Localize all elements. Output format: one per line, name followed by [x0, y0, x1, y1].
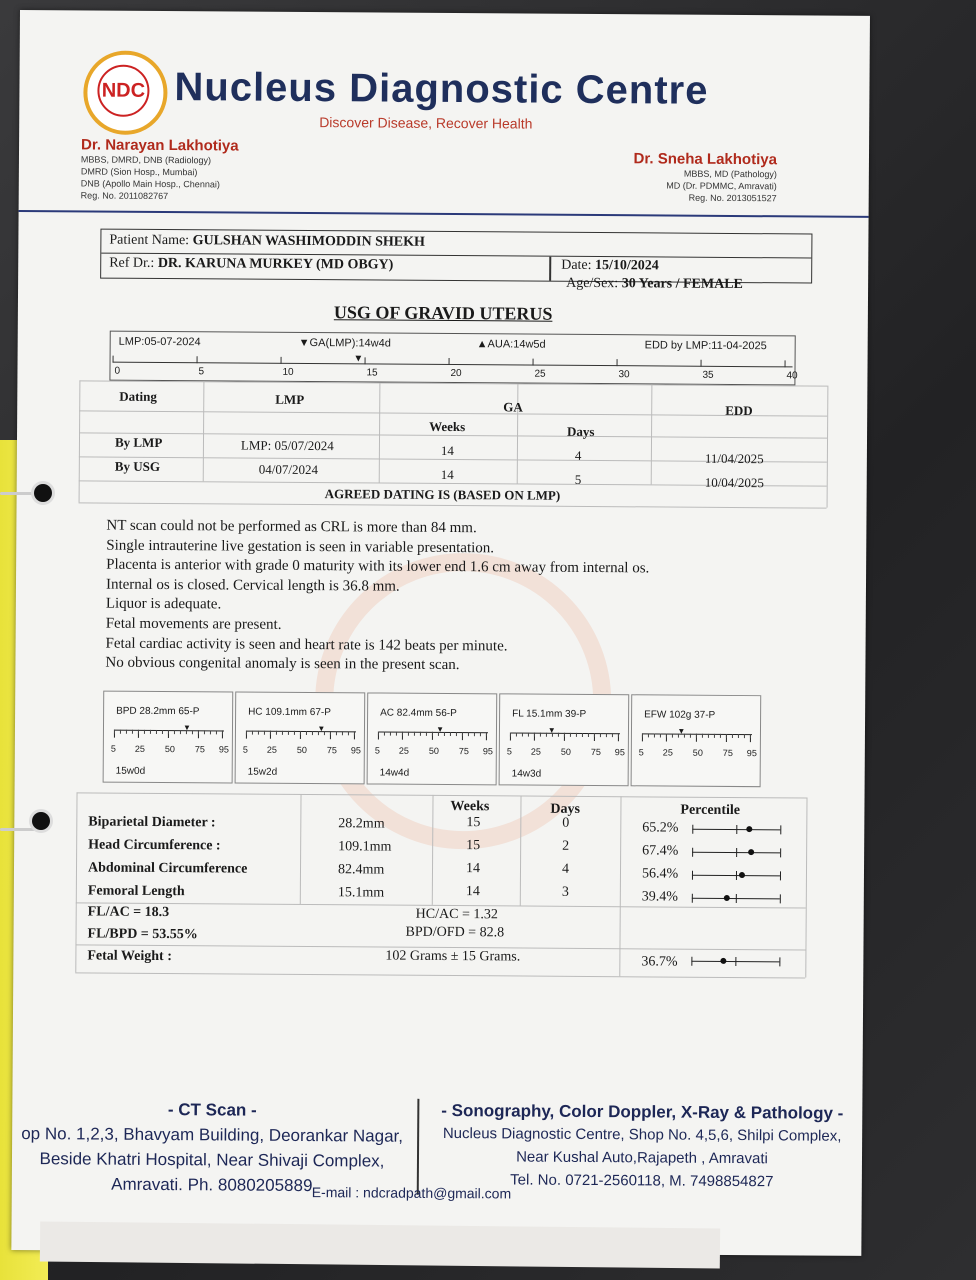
percentile-dot — [721, 958, 727, 964]
ga-tick-label: 30 — [618, 369, 630, 381]
doctor-left — [81, 136, 239, 202]
ct-title: - CT Scan - — [167, 1100, 257, 1120]
ct-address: op No. 1,2,3, Bhavyam Building, Deorankar Nagar, — [21, 1124, 404, 1146]
report-date: 15/10/2024 — [595, 258, 659, 274]
bio-row-percentile: 65.2% — [642, 820, 679, 836]
scale-minor-tick — [216, 730, 217, 734]
scale-minor-tick — [738, 734, 739, 738]
doctor-right — [633, 150, 777, 204]
scale-minor-tick — [300, 731, 301, 735]
scale-tick-label: 95 — [482, 746, 493, 757]
scale-minor-tick — [618, 733, 619, 737]
fetal-weight-percentile: 36.7% — [641, 954, 678, 970]
percentile-tick — [692, 825, 693, 834]
scale-minor-tick — [258, 731, 259, 735]
scale-minor-tick — [480, 732, 481, 736]
report-title: USG OF GRAVID UTERUS — [333, 302, 553, 324]
ga-tick-label: 25 — [534, 368, 546, 380]
ga-tick — [197, 356, 198, 363]
scale-minor-tick — [666, 734, 667, 738]
dating-row-days: 4 — [574, 447, 582, 463]
scale-minor-tick — [420, 732, 421, 736]
scale-minor-tick — [276, 731, 277, 735]
finding-line: Liquor is adequate. — [105, 595, 222, 613]
bio-row-percentile: 39.4% — [641, 889, 679, 905]
scale-tick-label: 75 — [590, 747, 601, 758]
dating-border — [827, 386, 829, 508]
scale-minor-tick — [450, 732, 451, 736]
scale-minor-tick — [384, 732, 385, 736]
binder-ring-hole — [34, 484, 52, 502]
scale-marker: ▼ — [182, 723, 191, 733]
scale-minor-tick — [126, 730, 127, 734]
scale-minor-tick — [426, 732, 427, 736]
scale-minor-tick — [582, 733, 583, 737]
paper-under-edge — [40, 1221, 720, 1268]
scale-tick-label: 25 — [662, 747, 673, 758]
scale-tick-label: 75 — [194, 744, 205, 755]
finding-line: Fetal movements are present. — [105, 615, 282, 633]
scale-minor-tick — [528, 733, 529, 737]
bio-col-line — [520, 796, 522, 906]
scale-tick-label: 50 — [692, 747, 703, 758]
sono-phone: Tel. No. 0721-2560118, M. 7498854827 — [510, 1171, 774, 1191]
sono-address: Nucleus Diagnostic Centre, Shop No. 4,5,6, Shilpi Complex, — [442, 1124, 842, 1145]
scale-title: FL 15.1mm 39-P — [512, 708, 587, 720]
report-page — [11, 10, 870, 1256]
doctor-left-qual: DNB (Apollo Main Hosp., Chennai) — [80, 178, 220, 190]
scale-minor-tick — [642, 733, 643, 737]
scale-minor-tick — [726, 734, 727, 738]
scale-minor-tick — [198, 730, 199, 734]
scale-minor-tick — [288, 731, 289, 735]
scale-minor-tick — [132, 730, 133, 734]
scale-minor-tick — [732, 734, 733, 738]
ga-tick-label: 0 — [114, 365, 121, 377]
sono-title: - Sonography, Color Doppler, X-Ray & Pathology - — [441, 1100, 844, 1123]
ga-lmp: LMP:05-07-2024 — [118, 335, 201, 349]
finding-line: Single intrauterine live gestation is seen in variable presentation. — [106, 537, 495, 556]
patient-col-divider — [549, 257, 551, 281]
centre-logo — [83, 50, 168, 135]
percentile-dot — [723, 895, 729, 901]
dating-row-line — [79, 410, 827, 416]
ga-tick — [617, 359, 618, 366]
bpd-ofd: BPD/OFD = 82.8 — [405, 924, 505, 941]
bio-row-days: 4 — [561, 861, 570, 877]
dating-row-label: By USG — [114, 458, 161, 474]
scale-minor-tick — [444, 732, 445, 736]
bio-row-label: Head Circumference : — [88, 837, 221, 854]
ga-timeline — [109, 331, 798, 386]
scale-minor-tick — [282, 731, 283, 735]
date-label: Date: — [561, 257, 592, 273]
bio-row-days: 3 — [561, 884, 569, 900]
binder-ring-wire — [0, 828, 40, 831]
bio-row-value: 15.1mm — [337, 885, 385, 901]
scale-tick-label: 5 — [638, 747, 644, 758]
scale-marker: ▼ — [436, 724, 445, 734]
agesex: 30 Years / FEMALE — [621, 276, 743, 293]
scale-minor-tick — [336, 731, 337, 735]
bio-row-days: 0 — [562, 815, 570, 831]
percentile-tick — [736, 825, 737, 834]
dating-header: Dating — [119, 388, 157, 404]
ga-tick-label: 40 — [786, 370, 798, 382]
agesex-label: Age/Sex: — [566, 275, 619, 292]
scale-minor-tick — [588, 733, 589, 737]
bio-row-value: 109.1mm — [338, 839, 392, 855]
scale-minor-tick — [474, 732, 475, 736]
weeks-header: Weeks — [429, 418, 466, 435]
agreed-dating: AGREED DATING IS (BASED ON LMP) — [324, 486, 561, 503]
doctor-right-reg: Reg. No. 2013051527 — [688, 192, 777, 204]
scale-title: HC 109.1mm 67-P — [248, 706, 331, 719]
percentile-scale — [631, 694, 762, 787]
scale-marker: ▼ — [547, 725, 556, 735]
bio-weeks-header: Weeks — [450, 799, 490, 815]
ga-edd: EDD by LMP:11-04-2025 — [644, 339, 767, 353]
scale-minor-tick — [342, 731, 343, 735]
scale-minor-tick — [570, 733, 571, 737]
centre-tagline: Discover Disease, Recover Health — [319, 114, 533, 132]
ga-axis — [113, 362, 793, 368]
dating-row-lmp: LMP: 05/07/2024 — [240, 437, 334, 454]
bio-row-weeks: 14 — [465, 884, 480, 900]
scale-minor-tick — [540, 733, 541, 737]
scale-tick-label: 25 — [398, 745, 409, 756]
scale-minor-tick — [354, 731, 355, 735]
dating-border — [79, 502, 827, 508]
dating-col-line — [651, 384, 653, 484]
scale-minor-tick — [168, 730, 169, 734]
finding-line: Placenta is anterior with grade 0 maturity with its lower end 1.6 cm away from internal os. — [106, 556, 650, 577]
days-header: Days — [567, 423, 595, 440]
scale-minor-tick — [714, 734, 715, 738]
doctor-right-name: Dr. Sneha Lakhotiya — [633, 150, 778, 169]
scale-tick-label: 25 — [266, 744, 277, 755]
scale-minor-tick — [612, 733, 613, 737]
scale-minor-tick — [294, 731, 295, 735]
bio-row-label: Abdominal Circumference — [87, 860, 248, 877]
scale-minor-tick — [600, 733, 601, 737]
scale-minor-tick — [222, 730, 223, 734]
scale-minor-tick — [156, 730, 157, 734]
finding-line: Internal os is closed. Cervical length is 36.8 mm. — [105, 576, 400, 595]
scale-minor-tick — [306, 731, 307, 735]
bio-row-value: 82.4mm — [337, 862, 385, 878]
scale-tick-label: 95 — [614, 747, 625, 758]
percentile-tick — [780, 894, 781, 903]
scale-minor-tick — [246, 731, 247, 735]
scale-minor-tick — [558, 733, 559, 737]
scale-minor-tick — [270, 731, 271, 735]
lmp-header: LMP — [275, 391, 305, 407]
percentile-tick — [735, 957, 736, 966]
percentile-tick — [692, 871, 693, 880]
scale-ga: 14w4d — [379, 767, 410, 779]
scale-tick-label: 25 — [134, 743, 145, 754]
scale-minor-tick — [150, 730, 151, 734]
scale-minor-tick — [750, 734, 751, 738]
scale-minor-tick — [138, 730, 139, 734]
dating-row-label: By LMP — [114, 434, 163, 451]
scale-marker: ▼ — [677, 726, 686, 736]
percentile-tick — [780, 871, 781, 880]
percentile-dot — [748, 849, 754, 855]
patient-name-label: Patient Name: — [109, 232, 190, 249]
ga-aua: ▲AUA:14w5d — [476, 338, 546, 351]
footer-ct — [12, 1096, 413, 1199]
footer-divider — [417, 1099, 420, 1195]
scale-minor-tick — [192, 730, 193, 734]
centre-name: Nucleus Diagnostic Centre — [174, 65, 709, 113]
percentile-scale — [235, 692, 366, 785]
scale-tick-label: 75 — [722, 747, 733, 758]
scale-tick-label: 95 — [746, 748, 757, 759]
scale-minor-tick — [264, 731, 265, 735]
scale-minor-tick — [702, 734, 703, 738]
scale-minor-tick — [744, 734, 745, 738]
percentile-scale — [367, 692, 498, 785]
percentile-tick — [736, 871, 737, 880]
finding-line: Fetal cardiac activity is seen and heart rate is 142 beats per minute. — [105, 635, 508, 654]
bio-row-label: Biparietal Diameter : — [88, 814, 216, 831]
scale-minor-tick — [432, 732, 433, 736]
bio-percentile-header: Percentile — [680, 802, 741, 819]
header-divider — [19, 210, 869, 218]
ref-dr: DR. KARUNA MURKEY (MD OBGY) — [157, 255, 394, 273]
hc-ac: HC/AC = 1.32 — [415, 906, 498, 923]
ref-dr-field — [109, 256, 393, 274]
scale-tick-label: 95 — [218, 744, 229, 755]
sono-address: Near Kushal Auto,Rajapeth , Amravati — [516, 1148, 768, 1168]
ref-dr-label: Ref Dr.: — [109, 255, 155, 271]
scale-minor-tick — [720, 734, 721, 738]
percentile-tick — [780, 825, 781, 834]
scale-tick-label: 95 — [350, 745, 361, 756]
ga-tick — [365, 357, 366, 364]
scale-tick-label: 5 — [110, 743, 116, 754]
scale-minor-tick — [120, 730, 121, 734]
ga-tick — [449, 358, 450, 365]
percentile-tick — [736, 894, 737, 903]
percentile-scale — [499, 693, 630, 786]
scale-minor-tick — [672, 734, 673, 738]
ga-tick-label: 20 — [450, 368, 462, 380]
scale-minor-tick — [144, 730, 145, 734]
scale-minor-tick — [522, 733, 523, 737]
bio-border — [805, 798, 807, 978]
bio-border — [75, 972, 805, 978]
fetal-weight-value: 102 Grams ± 15 Grams. — [385, 948, 521, 965]
scale-minor-tick — [162, 730, 163, 734]
bio-row-percentile: 56.4% — [641, 866, 679, 882]
scale-minor-tick — [606, 733, 607, 737]
percentile-dot — [739, 872, 745, 878]
scale-minor-tick — [660, 733, 661, 737]
percentile-tick — [780, 848, 781, 857]
scale-minor-tick — [312, 731, 313, 735]
bio-row-weeks: 15 — [466, 815, 481, 831]
ga-header: GA — [503, 399, 523, 415]
scale-tick-label: 50 — [560, 746, 571, 757]
ga-tick — [701, 360, 702, 367]
scale-title: AC 82.4mm 56-P — [380, 707, 457, 720]
binder-ring-hole — [32, 812, 50, 830]
scale-minor-tick — [510, 732, 511, 736]
patient-name-field — [109, 233, 425, 251]
footer-sonography — [432, 1099, 853, 1194]
finding-line: NT scan could not be performed as CRL is more than 84 mm. — [106, 517, 477, 537]
scale-tick-label: 75 — [458, 746, 469, 757]
bio-col-line — [432, 795, 434, 905]
bio-row-value: 28.2mm — [338, 816, 385, 832]
scale-minor-tick — [534, 733, 535, 737]
percentile-dot — [747, 826, 753, 832]
ga-tick-label: 15 — [366, 367, 378, 379]
doctor-left-name: Dr. Narayan Lakhotiya — [81, 136, 239, 155]
scale-tick-label: 50 — [428, 745, 439, 756]
scale-minor-tick — [654, 733, 655, 737]
percentile-tick — [736, 848, 737, 857]
ga-tick — [113, 356, 114, 363]
dating-row-weeks: 14 — [440, 442, 454, 459]
scale-minor-tick — [402, 732, 403, 736]
doctor-left-reg: Reg. No. 2011082767 — [80, 190, 169, 202]
scale-minor-tick — [648, 733, 649, 737]
date-field — [561, 258, 659, 275]
scale-tick-label: 5 — [242, 744, 248, 755]
scale-minor-tick — [378, 732, 379, 736]
ga-tick — [281, 357, 282, 364]
scale-minor-tick — [696, 734, 697, 738]
scale-minor-tick — [348, 731, 349, 735]
scale-minor-tick — [594, 733, 595, 737]
scale-minor-tick — [462, 732, 463, 736]
scale-minor-tick — [390, 732, 391, 736]
dating-col-line — [203, 381, 205, 481]
agesex-field — [566, 276, 743, 293]
scale-title: EFW 102g 37-P — [644, 709, 716, 721]
scale-minor-tick — [396, 732, 397, 736]
percentile-tick — [691, 957, 692, 966]
percentile-tick — [779, 957, 780, 966]
scale-minor-tick — [114, 730, 115, 734]
ct-address: Beside Khatri Hospital, Near Shivaji Complex, — [39, 1149, 385, 1171]
scale-minor-tick — [414, 732, 415, 736]
scale-minor-tick — [180, 730, 181, 734]
ga-tick — [533, 359, 534, 366]
scale-title: BPD 28.2mm 65-P — [116, 705, 200, 718]
logo-mark: NDC — [97, 65, 149, 117]
bio-row-weeks: 14 — [465, 861, 481, 877]
findings — [105, 517, 649, 678]
doctor-right-qual: MBBS, MD (Pathology) — [683, 168, 777, 180]
ga-gestational-age: ▼GA(LMP):14w4d — [298, 336, 391, 350]
patient-info-box — [100, 229, 812, 284]
doctor-right-qual: MD (Dr. PDMMC, Amravati) — [666, 180, 777, 192]
dating-row-weeks: 14 — [440, 466, 454, 483]
bio-days-header: Days — [550, 801, 581, 817]
scale-tick-label: 5 — [506, 746, 512, 757]
scale-minor-tick — [708, 734, 709, 738]
ga-marker: ▼ — [353, 353, 364, 365]
bio-row-percentile: 67.4% — [642, 843, 679, 859]
dating-row-edd: 10/04/2025 — [704, 474, 765, 491]
bio-row-days: 2 — [562, 838, 570, 854]
footer-email: E-mail : ndcradpath@gmail.com — [311, 1184, 512, 1202]
biometry-scales — [103, 691, 764, 788]
scale-minor-tick — [330, 731, 331, 735]
scale-ga: 14w3d — [511, 768, 542, 780]
scale-ga: 15w2d — [247, 766, 278, 778]
scale-minor-tick — [576, 733, 577, 737]
fl-bpd: FL/BPD = 53.55% — [87, 926, 198, 943]
percentile-tick — [692, 894, 693, 903]
bio-col-line — [300, 794, 302, 904]
scale-tick-label: 50 — [296, 744, 307, 756]
ga-tick-label: 35 — [702, 369, 714, 381]
patient-name: GULSHAN WASHIMODDIN SHEKH — [192, 233, 425, 250]
dating-border — [79, 380, 81, 502]
fetal-weight-label: Fetal Weight : — [87, 948, 172, 965]
scale-tick-label: 50 — [164, 744, 175, 755]
dating-col-line — [379, 383, 381, 483]
scale-minor-tick — [456, 732, 457, 736]
scale-minor-tick — [468, 732, 469, 736]
bio-row-weeks: 15 — [466, 838, 481, 854]
scale-marker: ▼ — [317, 724, 326, 734]
scale-minor-tick — [516, 732, 517, 736]
scale-minor-tick — [408, 732, 409, 736]
scale-minor-tick — [486, 732, 487, 736]
scale-minor-tick — [210, 730, 211, 734]
dating-col-line — [517, 383, 519, 483]
scale-minor-tick — [174, 730, 175, 734]
scale-minor-tick — [564, 733, 565, 737]
ga-tick-label: 5 — [198, 366, 205, 378]
dating-row-edd: 11/04/2025 — [704, 450, 764, 467]
scale-minor-tick — [204, 730, 205, 734]
dating-row-days: 5 — [574, 471, 582, 487]
edd-header: EDD — [725, 402, 753, 419]
scale-tick-label: 5 — [374, 745, 380, 756]
scale-tick-label: 25 — [530, 746, 541, 757]
scale-minor-tick — [252, 731, 253, 735]
ct-phone: Amravati. Ph. 8080205889 — [111, 1174, 313, 1196]
doctor-left-qual: MBBS, DMRD, DNB (Radiology) — [80, 154, 212, 166]
scale-ga: 15w0d — [115, 765, 146, 777]
scale-tick-label: 75 — [326, 745, 337, 756]
dating-row-lmp: 04/07/2024 — [258, 461, 319, 478]
bio-row-label: Femoral Length — [87, 883, 185, 900]
ga-tick — [785, 360, 786, 367]
doctor-left-qual: DMRD (Sion Hosp., Mumbai) — [80, 166, 198, 178]
scale-minor-tick — [690, 734, 691, 738]
percentile-scale — [103, 691, 234, 784]
fl-ac: FL/AC = 18.3 — [87, 904, 170, 921]
percentile-tick — [692, 848, 693, 857]
finding-line: No obvious congenital anomaly is seen in the present scan. — [105, 654, 460, 674]
ga-tick-label: 10 — [282, 366, 294, 378]
